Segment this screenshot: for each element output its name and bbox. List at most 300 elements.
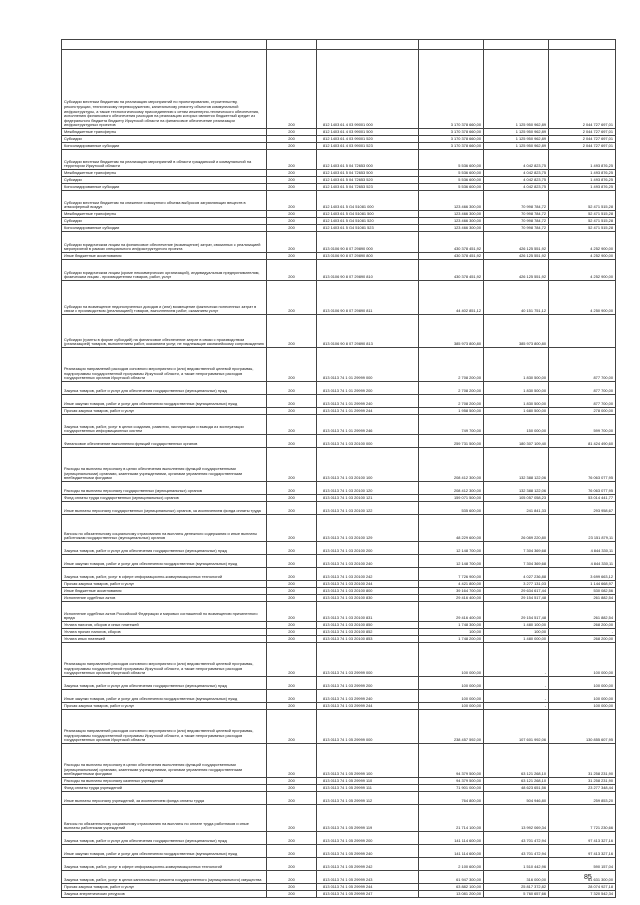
table-row — [62, 832, 616, 845]
row-unexecuted-amount: 28 074 927,18 — [549, 884, 616, 891]
row-unexecuted-amount: 2 044 727 697,01 — [549, 50, 616, 129]
row-description: Субсидии — [62, 218, 267, 225]
row-approved-amount: 385 973 800,80 — [419, 315, 484, 348]
row-unexecuted-amount: 52 471 515,28 — [549, 211, 616, 218]
row-description: Межбюджетные трансферты — [62, 129, 267, 136]
row-description: Иные выплаты персоналу государственных (муниципальных) органов, за исключением фонда оплаты труда — [62, 502, 267, 515]
row-executed-amount: 29 154 517,48 — [484, 595, 549, 602]
table-row — [62, 218, 616, 225]
row-budget-code: 812 1403 61 5 04 72653 520 — [317, 177, 419, 184]
table-row — [62, 703, 616, 710]
row-executed-amount: 241 841,33 — [484, 502, 549, 515]
row-description: Межбюджетные трансферты — [62, 211, 267, 218]
row-line-code: 200 — [267, 542, 317, 555]
row-budget-code: 812 1403 61 4 03 99001 500 — [317, 129, 419, 136]
row-approved-amount: 44 402 851,12 — [419, 281, 484, 315]
row-budget-code: 813 0113 74 1 03 20100 244 — [317, 581, 419, 588]
row-unexecuted-amount: 23 151 879,11 — [549, 515, 616, 542]
row-approved-amount: 12 148 700,00 — [419, 542, 484, 555]
row-budget-code: 813 0113 74 1 05 29999 242 — [317, 858, 419, 871]
row-executed-amount: 1 680 500,00 — [484, 408, 549, 415]
row-line-code: 200 — [267, 170, 317, 177]
row-unexecuted-amount: 2 044 727 697,01 — [549, 136, 616, 143]
row-unexecuted-amount: 76 063 077,95 — [549, 482, 616, 495]
row-line-code: 200 — [267, 891, 317, 898]
row-description: Уплата налогов, сборов и иных платежей — [62, 622, 267, 629]
row-budget-code: 813 0113 74 1 05 29999 000 — [317, 710, 419, 744]
row-approved-amount: 5 536 600,00 — [419, 177, 484, 184]
row-line-code: 200 — [267, 832, 317, 845]
row-line-code: 200 — [267, 515, 317, 542]
row-approved-amount: 3 170 378 660,00 — [419, 129, 484, 136]
row-approved-amount: 2 100 600,00 — [419, 858, 484, 871]
row-budget-code: 813 0113 74 1 03 29999 000 — [317, 643, 419, 677]
row-approved-amount: 749 700,00 — [419, 415, 484, 435]
row-unexecuted-amount: 877 700,00 — [549, 395, 616, 408]
row-line-code: 200 — [267, 703, 317, 710]
row-description: Закупка товаров, работ и услуг для обеспечения государственных (муниципальных) нужд — [62, 832, 267, 845]
table-row — [62, 845, 616, 858]
row-line-code: 200 — [267, 643, 317, 677]
row-executed-amount: 1 125 950 962,89 — [484, 129, 549, 136]
table-row — [62, 408, 616, 415]
row-approved-amount: 3 170 378 660,00 — [419, 143, 484, 150]
row-executed-amount: 63 121 268,10 — [484, 778, 549, 785]
row-approved-amount: 123 466 300,00 — [419, 225, 484, 232]
row-budget-code: 813 0113 74 1 05 29999 240 — [317, 845, 419, 858]
row-approved-amount: 123 466 300,00 — [419, 218, 484, 225]
table-row — [62, 805, 616, 832]
row-executed-amount: 4 042 823,75 — [484, 170, 549, 177]
row-line-code: 200 — [267, 281, 317, 315]
row-unexecuted-amount: 1 493 876,25 — [549, 150, 616, 170]
row-line-code: 200 — [267, 629, 317, 636]
row-approved-amount: 123 466 300,00 — [419, 211, 484, 218]
row-line-code: 200 — [267, 495, 317, 502]
row-approved-amount: 94 379 500,00 — [419, 778, 484, 785]
row-description: Закупка товаров, работ, услуг в сфере информационно-коммуникационных технологий — [62, 568, 267, 581]
row-budget-code: 813 0113 74 1 03 20100 000 — [317, 435, 419, 448]
row-line-code: 200 — [267, 448, 317, 482]
table-row — [62, 785, 616, 792]
row-budget-code: 813 0113 74 1 03 20100 852 — [317, 629, 419, 636]
row-executed-amount: 1 480 100,00 — [484, 622, 549, 629]
row-unexecuted-amount: 52 471 515,28 — [549, 225, 616, 232]
row-approved-amount: 3 170 378 660,00 — [419, 136, 484, 143]
row-unexecuted-amount: 100 000,00 — [549, 690, 616, 703]
row-line-code — [267, 40, 317, 50]
row-executed-amount: 4 042 823,75 — [484, 177, 549, 184]
row-unexecuted-amount: 4 252 900,00 — [549, 260, 616, 281]
row-unexecuted-amount: 4 844 330,11 — [549, 542, 616, 555]
table-row — [62, 232, 616, 253]
row-description: Консолидированные субсидии — [62, 143, 267, 150]
row-approved-amount: 100 000,00 — [419, 703, 484, 710]
table-row — [62, 136, 616, 143]
row-executed-amount: 107 601 992,06 — [484, 710, 549, 744]
row-executed-amount: 1 510 442,96 — [484, 858, 549, 871]
row-executed-amount: 1 125 950 962,89 — [484, 50, 549, 129]
table-row — [62, 568, 616, 581]
row-approved-amount: 13 081 200,00 — [419, 891, 484, 898]
table-row — [62, 260, 616, 281]
row-description: Консолидированные субсидии — [62, 225, 267, 232]
row-executed-amount — [484, 40, 549, 50]
table-row — [62, 415, 616, 435]
table-row — [62, 710, 616, 744]
row-executed-amount: 1 480 000,00 — [484, 636, 549, 643]
row-budget-code: 813 0113 74 1 03 20100 830 — [317, 595, 419, 602]
row-unexecuted-amount: 100 000,00 — [549, 703, 616, 710]
row-description: Фонд оплаты труда государственных (муниципальных) органов — [62, 495, 267, 502]
row-approved-amount: 5 536 600,00 — [419, 184, 484, 191]
table-row — [62, 792, 616, 805]
row-line-code: 200 — [267, 129, 317, 136]
row-executed-amount: - — [484, 690, 549, 703]
row-approved-amount: 430 378 451,92 — [419, 232, 484, 253]
row-budget-code: 813 0113 74 1 01 29999 000 — [317, 348, 419, 382]
row-unexecuted-amount: 1 493 876,25 — [549, 184, 616, 191]
row-budget-code: 812 1403 61 5 G4 51081 500 — [317, 211, 419, 218]
budget-table-body — [62, 40, 616, 898]
row-description: Расходы на выплаты персоналу государственных (муниципальных) органов — [62, 482, 267, 495]
table-row — [62, 858, 616, 871]
row-line-code: 200 — [267, 744, 317, 778]
row-budget-code: 813 0113 74 1 05 29999 112 — [317, 792, 419, 805]
row-unexecuted-amount: 97 413 327,16 — [549, 832, 616, 845]
row-budget-code: 813 0113 74 1 05 29999 110 — [317, 778, 419, 785]
table-row — [62, 170, 616, 177]
row-approved-amount: 21 714 100,00 — [419, 805, 484, 832]
row-budget-code: 813 0113 74 1 03 20100 100 — [317, 448, 419, 482]
table-row — [62, 502, 616, 515]
row-executed-amount: 105 057 058,23 — [484, 495, 549, 502]
row-executed-amount: 426 125 551,92 — [484, 260, 549, 281]
row-description: Фонд оплаты труда учреждений — [62, 785, 267, 792]
row-unexecuted-amount: 3 699 663,12 — [549, 568, 616, 581]
row-budget-code: 812 1403 61 4 03 99001 523 — [317, 143, 419, 150]
row-executed-amount: 43 701 472,94 — [484, 845, 549, 858]
row-executed-amount: 70 998 784,72 — [484, 225, 549, 232]
row-budget-code: 813 0106 90 8 07 29890 810 — [317, 260, 419, 281]
table-row — [62, 744, 616, 778]
budget-table-container — [61, 39, 613, 898]
table-row — [62, 395, 616, 408]
row-approved-amount: 100 000,00 — [419, 677, 484, 690]
row-description: Уплата прочих налогов, сборов — [62, 629, 267, 636]
row-unexecuted-amount: 261 882,54 — [549, 602, 616, 622]
row-description: Реализация направлений расходов основного мероприятия и (или) ведомственной целевой программы, подпрограммы государственной программы Иркутской области, а также непрограммных расходов государственных органов Иркутской области — [62, 348, 267, 382]
row-unexecuted-amount — [549, 315, 616, 348]
row-budget-code: 813 0113 74 1 03 20100 122 — [317, 502, 419, 515]
row-description: Субсидии юридическим лицам (кроме некоммерческих организаций), индивидуальным предпринимателям, физическим лицам - производителям товаров, работ, услуг — [62, 260, 267, 281]
row-executed-amount: 70 998 784,72 — [484, 211, 549, 218]
row-line-code: 200 — [267, 382, 317, 395]
row-unexecuted-amount: 81 424 490,60 — [549, 435, 616, 448]
row-line-code: 200 — [267, 884, 317, 891]
table-row — [62, 588, 616, 595]
row-unexecuted-amount: 61 631 300,00 — [549, 871, 616, 884]
table-row — [62, 177, 616, 184]
table-row — [62, 595, 616, 602]
row-executed-amount: 385 973 800,80 — [484, 315, 549, 348]
row-approved-amount: 100 000,00 — [419, 690, 484, 703]
row-approved-amount: 430 378 451,92 — [419, 253, 484, 260]
row-budget-code: 813 0113 74 1 03 20100 242 — [317, 568, 419, 581]
table-row — [62, 629, 616, 636]
row-approved-amount: 71 901 000,00 — [419, 785, 484, 792]
row-line-code: 200 — [267, 50, 317, 129]
row-approved-amount: 535 600,00 — [419, 502, 484, 515]
row-executed-amount: 13 992 069,34 — [484, 805, 549, 832]
row-unexecuted-amount: 1 493 876,25 — [549, 177, 616, 184]
row-approved-amount: 29 416 400,00 — [419, 602, 484, 622]
row-approved-amount: 2 708 200,00 — [419, 395, 484, 408]
row-approved-amount: 63 882 100,00 — [419, 884, 484, 891]
row-unexecuted-amount: 530 082,56 — [549, 588, 616, 595]
row-description: Иные выплаты персоналу учреждений, за исключением фонда оплаты труда — [62, 792, 267, 805]
row-unexecuted-amount: 130 855 607,95 — [549, 710, 616, 744]
row-description: Субсидии — [62, 177, 267, 184]
table-row — [62, 253, 616, 260]
budget-table — [61, 39, 616, 898]
row-budget-code: 813 0113 74 1 03 20100 831 — [317, 602, 419, 622]
row-budget-code: 813 0113 74 1 05 29999 244 — [317, 884, 419, 891]
row-line-code: 200 — [267, 622, 317, 629]
row-unexecuted-amount — [549, 40, 616, 50]
row-line-code: 200 — [267, 778, 317, 785]
row-approved-amount: 208 412 300,00 — [419, 482, 484, 495]
row-unexecuted-amount: 100 000,00 — [549, 677, 616, 690]
row-unexecuted-amount: 53 014 441,77 — [549, 495, 616, 502]
row-unexecuted-amount: 268 200,00 — [549, 622, 616, 629]
row-line-code: 200 — [267, 805, 317, 832]
row-description: Закупка товаров, работ и услуг для обеспечения государственных (муниципальных) нужд — [62, 542, 267, 555]
row-line-code: 200 — [267, 568, 317, 581]
table-row — [62, 495, 616, 502]
row-line-code: 200 — [267, 785, 317, 792]
row-unexecuted-amount: 261 882,54 — [549, 595, 616, 602]
row-executed-amount: 63 121 268,10 — [484, 744, 549, 778]
row-line-code: 200 — [267, 260, 317, 281]
row-description: Расходы на выплаты персоналу в целях обеспечения выполнения функций государственными (муниципальными) органами, казенными учреждениями, органами управления государственными внебюджетными фондами — [62, 448, 267, 482]
row-approved-amount — [419, 40, 484, 50]
row-executed-amount: 7 304 369,68 — [484, 555, 549, 568]
row-line-code: 200 — [267, 792, 317, 805]
row-executed-amount: - — [484, 643, 549, 677]
table-row — [62, 211, 616, 218]
table-row — [62, 622, 616, 629]
row-description: Взносы по обязательному социальному страхованию на выплаты по оплате труда работников и иные выплаты работникам учреждений — [62, 805, 267, 832]
row-budget-code: 813 0113 74 1 03 20100 200 — [317, 542, 419, 555]
row-line-code: 200 — [267, 150, 317, 170]
row-budget-code: 813 0106 90 8 07 29890 800 — [317, 253, 419, 260]
row-line-code: 200 — [267, 502, 317, 515]
row-line-code: 200 — [267, 218, 317, 225]
row-executed-amount: 26 089 220,80 — [484, 515, 549, 542]
row-budget-code: 813 0113 74 1 01 29999 240 — [317, 395, 419, 408]
table-row — [62, 643, 616, 677]
row-unexecuted-amount: 293 958,67 — [549, 502, 616, 515]
table-row — [62, 315, 616, 348]
row-executed-amount: 1 830 500,00 — [484, 382, 549, 395]
row-unexecuted-amount: 278 000,00 — [549, 408, 616, 415]
row-budget-code: 813 0113 74 1 03 20100 121 — [317, 495, 419, 502]
row-executed-amount: 132 388 122,06 — [484, 448, 549, 482]
row-unexecuted-amount: 4 250 900,00 — [549, 281, 616, 315]
table-row — [62, 482, 616, 495]
row-executed-amount: 100,00 — [484, 629, 549, 636]
row-executed-amount: - — [484, 677, 549, 690]
table-row — [62, 129, 616, 136]
row-executed-amount: 150 000,00 — [484, 415, 549, 435]
table-row — [62, 581, 616, 588]
row-description: Уплата иных платежей — [62, 636, 267, 643]
row-line-code: 200 — [267, 858, 317, 871]
row-line-code: 200 — [267, 581, 317, 588]
row-budget-code: 813 0113 74 1 03 20100 129 — [317, 515, 419, 542]
row-approved-amount: 764 800,00 — [419, 792, 484, 805]
row-unexecuted-amount: 4 252 900,00 — [549, 232, 616, 253]
row-line-code: 200 — [267, 191, 317, 211]
row-line-code: 200 — [267, 435, 317, 448]
row-approved-amount: 141 114 600,00 — [419, 832, 484, 845]
row-executed-amount: 3 277 131,03 — [484, 581, 549, 588]
row-line-code: 200 — [267, 184, 317, 191]
row-approved-amount: 5 536 600,00 — [419, 150, 484, 170]
row-budget-code: 813 0113 74 1 01 29999 244 — [317, 408, 419, 415]
row-budget-code — [317, 40, 419, 50]
row-approved-amount: 238 457 592,00 — [419, 710, 484, 744]
row-approved-amount: 2 708 200,00 — [419, 382, 484, 395]
row-executed-amount: 316 000,00 — [484, 871, 549, 884]
row-unexecuted-amount: 52 471 515,28 — [549, 218, 616, 225]
row-unexecuted-amount: 877 700,00 — [549, 348, 616, 382]
row-budget-code: 813 0113 74 1 03 20100 240 — [317, 555, 419, 568]
row-executed-amount: 25 817 372,82 — [484, 884, 549, 891]
row-executed-amount: 1 830 500,00 — [484, 395, 549, 408]
row-line-code: 200 — [267, 588, 317, 595]
row-description: Субсидии (гранты в форме субсидий) на финансовое обеспечение затрат в связи с производством (реализацией) товаров, выполнением работ, оказанием услуг, не подлежащие казначейскому сопровождению — [62, 315, 267, 348]
row-unexecuted-amount: - — [549, 629, 616, 636]
row-approved-amount: 1 748 200,00 — [419, 636, 484, 643]
row-executed-amount: 40 151 751,12 — [484, 281, 549, 315]
row-description: Субсидии — [62, 136, 267, 143]
row-approved-amount: 2 708 200,00 — [419, 348, 484, 382]
table-row — [62, 690, 616, 703]
row-executed-amount: 29 154 517,48 — [484, 602, 549, 622]
row-budget-code: 813 0113 74 1 03 29999 244 — [317, 703, 419, 710]
row-line-code: 200 — [267, 177, 317, 184]
row-executed-amount: 1 125 950 962,89 — [484, 143, 549, 150]
row-executed-amount: 5 760 657,66 — [484, 891, 549, 898]
row-executed-amount: 1 830 500,00 — [484, 348, 549, 382]
table-row — [62, 281, 616, 315]
row-budget-code: 813 0113 74 1 03 20100 853 — [317, 636, 419, 643]
row-approved-amount: 4 421 800,00 — [419, 581, 484, 588]
row-approved-amount: 208 412 300,00 — [419, 448, 484, 482]
row-line-code: 200 — [267, 408, 317, 415]
row-approved-amount: 141 114 600,00 — [419, 845, 484, 858]
row-line-code: 200 — [267, 710, 317, 744]
table-row — [62, 636, 616, 643]
row-executed-amount: 4 027 236,88 — [484, 568, 549, 581]
row-unexecuted-amount: 877 700,00 — [549, 382, 616, 395]
row-description: Субсидии местным бюджетам на реализацию мероприятий по проектированию, строительству, реконструкции, техническому перевооружению, капитальному ремонту объектов коммунальной инфраструктуры, а также технологическому присоединению к сетям инженерно-технического обеспечения, исполнению финансового обеспечения расходов на реализацию которых является бюджетный кредит из федерального бюджета бюджету Иркутской области на финансовое обеспечение реализации инфраструктурных проектов — [62, 50, 267, 129]
row-approved-amount: 29 416 400,00 — [419, 595, 484, 602]
row-description: Субсидии местным бюджетам на снижение совокупного объема выбросов загрязняющих веществ в атмосферный воздух — [62, 191, 267, 211]
row-executed-amount: 70 998 784,72 — [484, 191, 549, 211]
row-budget-code: 813 0113 74 1 03 29999 200 — [317, 677, 419, 690]
row-line-code: 200 — [267, 136, 317, 143]
row-description: Расходы на выплаты персоналу казенных учреждений — [62, 778, 267, 785]
row-approved-amount: 61 947 300,00 — [419, 871, 484, 884]
row-budget-code: 812 1403 61 5 04 72653 500 — [317, 170, 419, 177]
row-budget-code: 813 0113 74 1 03 20100 120 — [317, 482, 419, 495]
table-row — [62, 382, 616, 395]
row-description: Субсидии юридическим лицам на финансовое обеспечение (возмещение) затрат, связанных с реализацией мероприятий в рамках специального инфраструктурного проекта — [62, 232, 267, 253]
row-description — [62, 40, 267, 50]
row-budget-code: 813 0113 74 1 05 29999 100 — [317, 744, 419, 778]
table-row — [62, 40, 616, 50]
row-line-code: 200 — [267, 232, 317, 253]
row-description: Исполнение судебных актов — [62, 595, 267, 602]
row-executed-amount: 70 998 784,72 — [484, 218, 549, 225]
row-budget-code: 812 1403 61 5 G4 51081 523 — [317, 225, 419, 232]
row-description: Реализация направлений расходов основного мероприятия и (или) ведомственной целевой программы, подпрограммы государственной программы Иркутской области, а также непрограммных расходов государственных органов Иркутской области — [62, 643, 267, 677]
row-budget-code: 812 1403 61 4 03 99001 000 — [317, 50, 419, 129]
row-unexecuted-amount: 100 000,00 — [549, 643, 616, 677]
table-row — [62, 225, 616, 232]
row-budget-code: 813 0113 74 1 05 29999 200 — [317, 832, 419, 845]
row-description: Прочая закупка товаров, работ и услуг — [62, 884, 267, 891]
row-unexecuted-amount: 590 157,04 — [549, 858, 616, 871]
page-number: 85 — [584, 874, 592, 881]
row-approved-amount: 7 726 900,00 — [419, 568, 484, 581]
row-unexecuted-amount: 97 413 327,16 — [549, 845, 616, 858]
row-description: Прочая закупка товаров, работ и услуг — [62, 581, 267, 588]
row-line-code: 200 — [267, 845, 317, 858]
row-budget-code: 813 0106 90 8 07 29890 811 — [317, 281, 419, 315]
row-approved-amount: 1 748 300,00 — [419, 622, 484, 629]
table-row — [62, 891, 616, 898]
table-row — [62, 515, 616, 542]
row-budget-code: 813 0113 74 1 03 20100 800 — [317, 588, 419, 595]
table-row — [62, 555, 616, 568]
row-description: Финансовое обеспечение выполнения функций государственных органов — [62, 435, 267, 448]
row-unexecuted-amount: 268 200,00 — [549, 636, 616, 643]
row-description: Прочая закупка товаров, работ и услуг — [62, 408, 267, 415]
row-approved-amount: 123 466 300,00 — [419, 191, 484, 211]
row-description: Закупка товаров, работ, услуг в целях капитального ремонта государственного (муниципального) имущества — [62, 871, 267, 884]
row-executed-amount: 426 125 551,92 — [484, 232, 549, 253]
row-line-code: 200 — [267, 211, 317, 218]
row-approved-amount: 3 170 378 660,00 — [419, 50, 484, 129]
row-unexecuted-amount: 31 258 231,90 — [549, 744, 616, 778]
table-row — [62, 448, 616, 482]
row-description: Закупка товаров, работ, услуг в целях создания, развития, эксплуатации и вывода из эксплуатации государственных информационных систем — [62, 415, 267, 435]
row-unexecuted-amount: 599 700,00 — [549, 415, 616, 435]
row-unexecuted-amount: 52 471 515,28 — [549, 191, 616, 211]
row-description: Закупка товаров, работ и услуг для обеспечения государственных (муниципальных) нужд — [62, 677, 267, 690]
row-description: Субсидии на возмещение недополученных доходов и (или) возмещение фактически понесенных затрат в связи с производством (реализацией) товаров, выполнением работ, оказанием услуг — [62, 281, 267, 315]
row-unexecuted-amount: 76 063 077,95 — [549, 448, 616, 482]
row-description: Субсидии местным бюджетам на реализацию мероприятий в области гражданской и коммунальной на территории Иркутской области — [62, 150, 267, 170]
row-description: Иные бюджетные ассигнования — [62, 588, 267, 595]
row-description: Исполнение судебных актов Российской Федерации и мировых соглашений по возмещению причиненного вреда — [62, 602, 267, 622]
row-description: Иные закупки товаров, работ и услуг для обеспечения государственных (муниципальных) нужд — [62, 690, 267, 703]
row-unexecuted-amount: 4 252 900,00 — [549, 253, 616, 260]
